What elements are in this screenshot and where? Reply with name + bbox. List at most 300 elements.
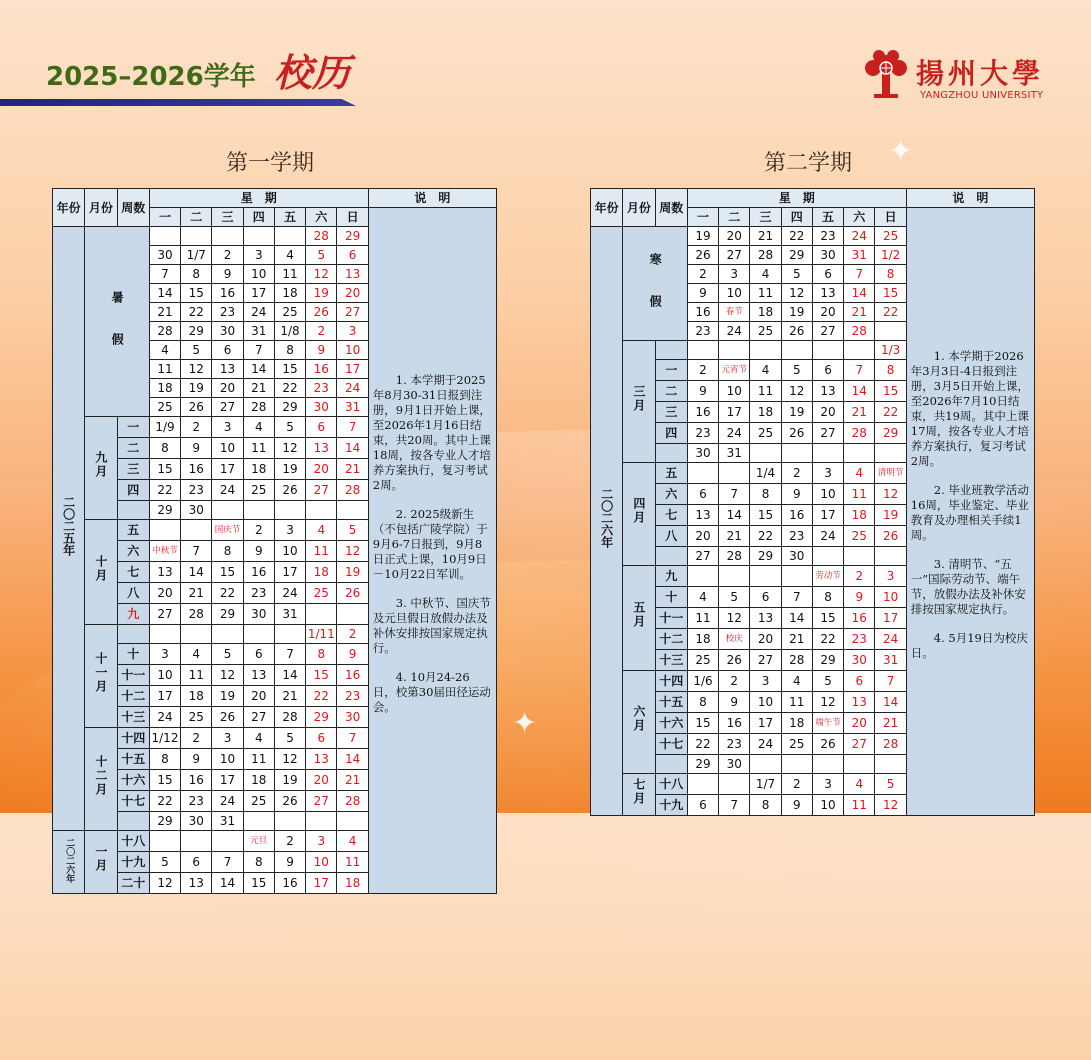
logo-english-name: YANGZHOU UNIVERSITY [920, 90, 1044, 101]
day-cell: 5 [181, 341, 212, 360]
day-cell: 21 [337, 459, 368, 480]
day-cell: 2 [306, 322, 337, 341]
day-cell: 5 [875, 774, 906, 795]
day-cell: 18 [750, 402, 781, 423]
year-label [591, 227, 623, 816]
day-cell: 10 [243, 265, 274, 284]
day-cell: 21 [875, 713, 906, 734]
week-number: 十二 [655, 629, 687, 650]
weekday-header-2: 三 [212, 208, 243, 227]
month-label [85, 227, 150, 417]
weekday-header-0: 一 [149, 208, 180, 227]
day-cell: 6 [687, 795, 718, 816]
month-label [623, 566, 655, 671]
month-label [85, 417, 117, 520]
month-label [623, 774, 655, 816]
day-cell: 24 [337, 379, 368, 398]
day-cell: 7 [875, 671, 906, 692]
day-cell: 劳动节 [812, 566, 843, 587]
day-cell: 13 [306, 749, 337, 770]
day-cell: 27 [243, 707, 274, 728]
day-cell: 2 [781, 463, 812, 484]
day-cell: 18 [149, 379, 180, 398]
day-cell [149, 520, 180, 541]
day-cell: 8 [243, 852, 274, 873]
day-cell: 28 [719, 547, 750, 566]
day-cell: 4 [750, 265, 781, 284]
week-number: 四 [117, 480, 149, 501]
day-cell: 16 [306, 360, 337, 379]
day-cell: 12 [274, 438, 305, 459]
day-cell: 17 [719, 402, 750, 423]
day-cell [875, 444, 906, 463]
week-number: 十六 [117, 770, 149, 791]
day-cell [274, 812, 305, 831]
day-cell: 4 [149, 341, 180, 360]
day-cell: 2 [181, 728, 212, 749]
week-number: 九 [655, 566, 687, 587]
day-cell: 31 [243, 322, 274, 341]
day-cell: 3 [274, 520, 305, 541]
day-cell: 9 [243, 541, 274, 562]
day-cell [274, 625, 305, 644]
day-cell: 2 [274, 831, 305, 852]
note-paragraph: 4. 10月24-26日，校第30届田径运动会。 [372, 669, 491, 714]
day-cell: 20 [719, 227, 750, 246]
weekday-header-6: 日 [337, 208, 368, 227]
day-cell: 25 [149, 398, 180, 417]
day-cell: 18 [337, 873, 368, 894]
day-cell: 19 [337, 562, 368, 583]
day-cell: 10 [337, 341, 368, 360]
day-cell: 2 [212, 246, 243, 265]
day-cell: 3 [212, 417, 243, 438]
day-cell: 1/2 [875, 246, 906, 265]
day-cell: 20 [844, 713, 875, 734]
day-cell: 14 [243, 360, 274, 379]
day-cell: 5 [812, 671, 843, 692]
day-cell [274, 227, 305, 246]
sparkle-icon: ✦ [512, 706, 538, 741]
day-cell: 9 [274, 852, 305, 873]
day-cell: 7 [844, 265, 875, 284]
day-cell: 26 [306, 303, 337, 322]
week-number [117, 812, 149, 831]
day-cell: 20 [337, 284, 368, 303]
day-cell: 12 [212, 665, 243, 686]
day-cell: 10 [274, 541, 305, 562]
header-week: 周数 [117, 189, 149, 227]
day-cell: 30 [719, 755, 750, 774]
page-title-calendar: 校历 [274, 50, 351, 95]
day-cell: 8 [306, 644, 337, 665]
day-cell: 26 [875, 526, 906, 547]
day-cell: 9 [781, 484, 812, 505]
day-cell: 29 [149, 812, 180, 831]
notes-panel [906, 208, 1034, 816]
week-number: 十四 [117, 728, 149, 749]
day-cell: 24 [875, 629, 906, 650]
day-cell: 6 [306, 728, 337, 749]
day-cell: 11 [337, 852, 368, 873]
day-cell: 18 [243, 770, 274, 791]
day-cell: 28 [337, 480, 368, 501]
year-text: 二〇二六年 [64, 837, 75, 883]
day-cell: 13 [149, 562, 180, 583]
month-text: 十月 [93, 555, 108, 583]
title-underline-bar [0, 99, 356, 106]
day-cell: 8 [212, 541, 243, 562]
day-cell: 28 [306, 227, 337, 246]
day-cell: 2 [337, 625, 368, 644]
day-cell: 28 [750, 246, 781, 265]
day-cell: 24 [750, 734, 781, 755]
day-cell: 11 [243, 749, 274, 770]
week-number: 十九 [655, 795, 687, 816]
day-cell: 16 [274, 873, 305, 894]
day-cell: 11 [274, 265, 305, 284]
day-cell: 5 [212, 644, 243, 665]
day-cell: 29 [306, 707, 337, 728]
day-cell: 13 [243, 665, 274, 686]
day-cell: 10 [212, 749, 243, 770]
day-cell: 29 [181, 322, 212, 341]
day-cell: 元旦 [243, 831, 274, 852]
day-cell: 23 [844, 629, 875, 650]
logo-chinese-name: 揚州大學 [916, 57, 1045, 90]
sparkle-icon: ✦ [888, 134, 914, 169]
day-cell: 30 [781, 547, 812, 566]
day-cell: 10 [812, 795, 843, 816]
day-cell: 15 [875, 381, 906, 402]
day-cell: 14 [212, 873, 243, 894]
day-cell: 8 [750, 795, 781, 816]
day-cell: 22 [750, 526, 781, 547]
year-label [53, 227, 85, 831]
day-cell [719, 463, 750, 484]
day-cell: 元宵节 [719, 360, 750, 381]
day-cell: 30 [149, 246, 180, 265]
week-number: 十九 [117, 852, 149, 873]
note-paragraph: 2. 毕业班教学活动16周，毕业鉴定、毕业教育及办理相关手续1周。 [910, 482, 1029, 542]
day-cell [306, 812, 337, 831]
day-cell: 22 [875, 303, 906, 322]
day-cell: 28 [844, 322, 875, 341]
day-cell: 24 [212, 480, 243, 501]
day-cell: 8 [812, 587, 843, 608]
day-cell: 9 [212, 265, 243, 284]
header-month: 月份 [85, 189, 117, 227]
day-cell: 15 [274, 360, 305, 379]
day-cell: 21 [149, 303, 180, 322]
week-number: 十六 [655, 713, 687, 734]
day-cell [149, 831, 180, 852]
day-cell: 19 [687, 227, 718, 246]
day-cell: 27 [149, 604, 180, 625]
day-cell: 23 [243, 583, 274, 604]
header-weekday: 星 期 [149, 189, 368, 208]
day-cell: 中秋节 [149, 541, 180, 562]
week-number: 四 [655, 423, 687, 444]
day-cell: 17 [243, 284, 274, 303]
day-cell: 29 [687, 755, 718, 774]
day-cell: 国庆节 [212, 520, 243, 541]
weekday-header-2: 三 [750, 208, 781, 227]
day-cell: 13 [844, 692, 875, 713]
day-cell: 26 [274, 791, 305, 812]
day-cell: 10 [875, 587, 906, 608]
day-cell: 9 [844, 587, 875, 608]
semester2-calendar-table [590, 188, 1035, 816]
day-cell: 15 [243, 873, 274, 894]
day-cell: 25 [750, 423, 781, 444]
day-cell: 16 [687, 303, 718, 322]
day-cell [844, 755, 875, 774]
day-cell [149, 625, 180, 644]
day-cell: 4 [306, 520, 337, 541]
day-cell: 1/7 [181, 246, 212, 265]
week-number: 十五 [117, 749, 149, 770]
day-cell [687, 566, 718, 587]
day-cell: 24 [243, 303, 274, 322]
day-cell [337, 812, 368, 831]
day-cell: 端午节 [812, 713, 843, 734]
day-cell: 24 [812, 526, 843, 547]
day-cell: 7 [243, 341, 274, 360]
day-cell: 27 [687, 547, 718, 566]
day-cell: 19 [274, 459, 305, 480]
day-cell: 22 [306, 686, 337, 707]
day-cell: 27 [306, 480, 337, 501]
day-cell: 4 [844, 774, 875, 795]
day-cell: 20 [212, 379, 243, 398]
day-cell: 7 [337, 728, 368, 749]
day-cell: 22 [149, 480, 180, 501]
day-cell [844, 444, 875, 463]
day-cell: 25 [750, 322, 781, 341]
day-cell: 校庆 [719, 629, 750, 650]
day-cell: 14 [337, 438, 368, 459]
month-label [85, 728, 117, 831]
header-note: 说 明 [906, 189, 1034, 208]
day-cell: 27 [812, 322, 843, 341]
day-cell: 9 [306, 341, 337, 360]
day-cell: 5 [149, 852, 180, 873]
day-cell: 28 [243, 398, 274, 417]
header-year: 年份 [53, 189, 85, 227]
day-cell [875, 322, 906, 341]
day-cell [687, 341, 718, 360]
day-cell: 17 [337, 360, 368, 379]
day-cell: 16 [181, 770, 212, 791]
week-number: 八 [117, 583, 149, 604]
day-cell: 21 [844, 303, 875, 322]
day-cell: 3 [212, 728, 243, 749]
day-cell: 3 [243, 246, 274, 265]
week-number [655, 341, 687, 360]
weekday-header-5: 六 [844, 208, 875, 227]
day-cell: 7 [719, 795, 750, 816]
day-cell: 10 [719, 284, 750, 303]
day-cell: 16 [243, 562, 274, 583]
note-paragraph: 3. 中秋节、国庆节及元旦假日放假办法及补休安排按国家规定执行。 [372, 595, 491, 655]
day-cell: 12 [781, 284, 812, 303]
day-cell: 26 [337, 583, 368, 604]
day-cell: 14 [844, 284, 875, 303]
day-cell: 24 [719, 322, 750, 341]
day-cell: 18 [274, 284, 305, 303]
header-year: 年份 [591, 189, 623, 227]
day-cell: 20 [243, 686, 274, 707]
day-cell: 28 [149, 322, 180, 341]
day-cell: 2 [243, 520, 274, 541]
semester1-calendar-table [52, 188, 497, 894]
month-text: 四月 [631, 497, 646, 525]
week-number: 一 [655, 360, 687, 381]
month-label [623, 341, 655, 463]
day-cell [212, 227, 243, 246]
month-text: 五月 [631, 601, 646, 629]
day-cell [875, 755, 906, 774]
week-number: 二 [117, 438, 149, 459]
day-cell: 14 [781, 608, 812, 629]
day-cell: 6 [812, 265, 843, 284]
day-cell: 8 [687, 692, 718, 713]
day-cell: 12 [149, 873, 180, 894]
day-cell: 24 [719, 423, 750, 444]
day-cell: 25 [844, 526, 875, 547]
day-cell: 6 [212, 341, 243, 360]
day-cell: 25 [274, 303, 305, 322]
day-cell: 4 [844, 463, 875, 484]
day-cell: 11 [750, 381, 781, 402]
month-label [623, 463, 655, 566]
month-text: 寒 假 [648, 252, 663, 309]
day-cell: 11 [306, 541, 337, 562]
day-cell: 23 [306, 379, 337, 398]
day-cell: 10 [212, 438, 243, 459]
day-cell: 4 [274, 246, 305, 265]
month-text: 三月 [631, 384, 646, 413]
day-cell: 12 [875, 484, 906, 505]
day-cell: 8 [274, 341, 305, 360]
day-cell: 12 [875, 795, 906, 816]
week-number: 十一 [117, 665, 149, 686]
note-paragraph: 1. 本学期于2025年8月30-31日报到注册，9月1日开始上课，至2026年1月16日结束，共20周。其中上课18周，按各专业人才培养方案执行，复习考试2周。 [372, 372, 491, 492]
day-cell: 14 [149, 284, 180, 303]
week-number: 十三 [655, 650, 687, 671]
day-cell: 6 [750, 587, 781, 608]
day-cell: 11 [844, 484, 875, 505]
day-cell: 11 [750, 284, 781, 303]
day-cell [306, 501, 337, 520]
day-cell: 17 [212, 459, 243, 480]
day-cell: 4 [337, 831, 368, 852]
day-cell: 13 [212, 360, 243, 379]
day-cell: 11 [844, 795, 875, 816]
day-cell [719, 566, 750, 587]
day-cell: 31 [844, 246, 875, 265]
day-cell: 13 [750, 608, 781, 629]
day-cell: 16 [719, 713, 750, 734]
day-cell: 22 [149, 791, 180, 812]
day-cell: 16 [337, 665, 368, 686]
day-cell [812, 755, 843, 774]
day-cell: 25 [243, 791, 274, 812]
day-cell: 4 [243, 728, 274, 749]
day-cell: 20 [306, 459, 337, 480]
day-cell: 5 [781, 360, 812, 381]
month-text: 九月 [93, 451, 108, 479]
day-cell: 26 [274, 480, 305, 501]
day-cell: 24 [274, 583, 305, 604]
week-number: 十 [117, 644, 149, 665]
page-header [0, 0, 1091, 110]
day-cell: 18 [687, 629, 718, 650]
day-cell: 23 [212, 303, 243, 322]
day-cell: 18 [781, 713, 812, 734]
notes-panel [368, 208, 496, 894]
day-cell: 19 [274, 770, 305, 791]
week-number: 五 [655, 463, 687, 484]
day-cell: 26 [212, 707, 243, 728]
day-cell: 21 [719, 526, 750, 547]
day-cell: 26 [781, 322, 812, 341]
day-cell: 7 [781, 587, 812, 608]
day-cell: 2 [687, 360, 718, 381]
day-cell: 3 [149, 644, 180, 665]
day-cell: 17 [274, 562, 305, 583]
day-cell: 19 [306, 284, 337, 303]
day-cell: 30 [812, 246, 843, 265]
day-cell: 28 [875, 734, 906, 755]
day-cell: 22 [875, 402, 906, 423]
day-cell: 15 [687, 713, 718, 734]
day-cell: 24 [844, 227, 875, 246]
day-cell: 4 [243, 417, 274, 438]
day-cell: 9 [781, 795, 812, 816]
day-cell: 15 [750, 505, 781, 526]
day-cell: 12 [781, 381, 812, 402]
day-cell: 18 [844, 505, 875, 526]
day-cell [812, 341, 843, 360]
day-cell: 28 [274, 707, 305, 728]
day-cell: 12 [812, 692, 843, 713]
day-cell: 26 [812, 734, 843, 755]
day-cell: 29 [149, 501, 180, 520]
day-cell: 5 [719, 587, 750, 608]
day-cell: 21 [337, 770, 368, 791]
day-cell [812, 444, 843, 463]
week-number: 七 [117, 562, 149, 583]
header-month: 月份 [623, 189, 655, 227]
day-cell: 26 [719, 650, 750, 671]
week-number: 九 [117, 604, 149, 625]
day-cell [781, 755, 812, 774]
university-logo [860, 46, 1055, 106]
month-text: 六月 [631, 705, 646, 733]
week-number [117, 501, 149, 520]
day-cell: 10 [719, 381, 750, 402]
day-cell: 23 [781, 526, 812, 547]
day-cell: 8 [149, 749, 180, 770]
day-cell: 14 [875, 692, 906, 713]
day-cell: 3 [875, 566, 906, 587]
day-cell: 17 [875, 608, 906, 629]
day-cell: 9 [687, 284, 718, 303]
day-cell [306, 604, 337, 625]
day-cell: 6 [337, 246, 368, 265]
